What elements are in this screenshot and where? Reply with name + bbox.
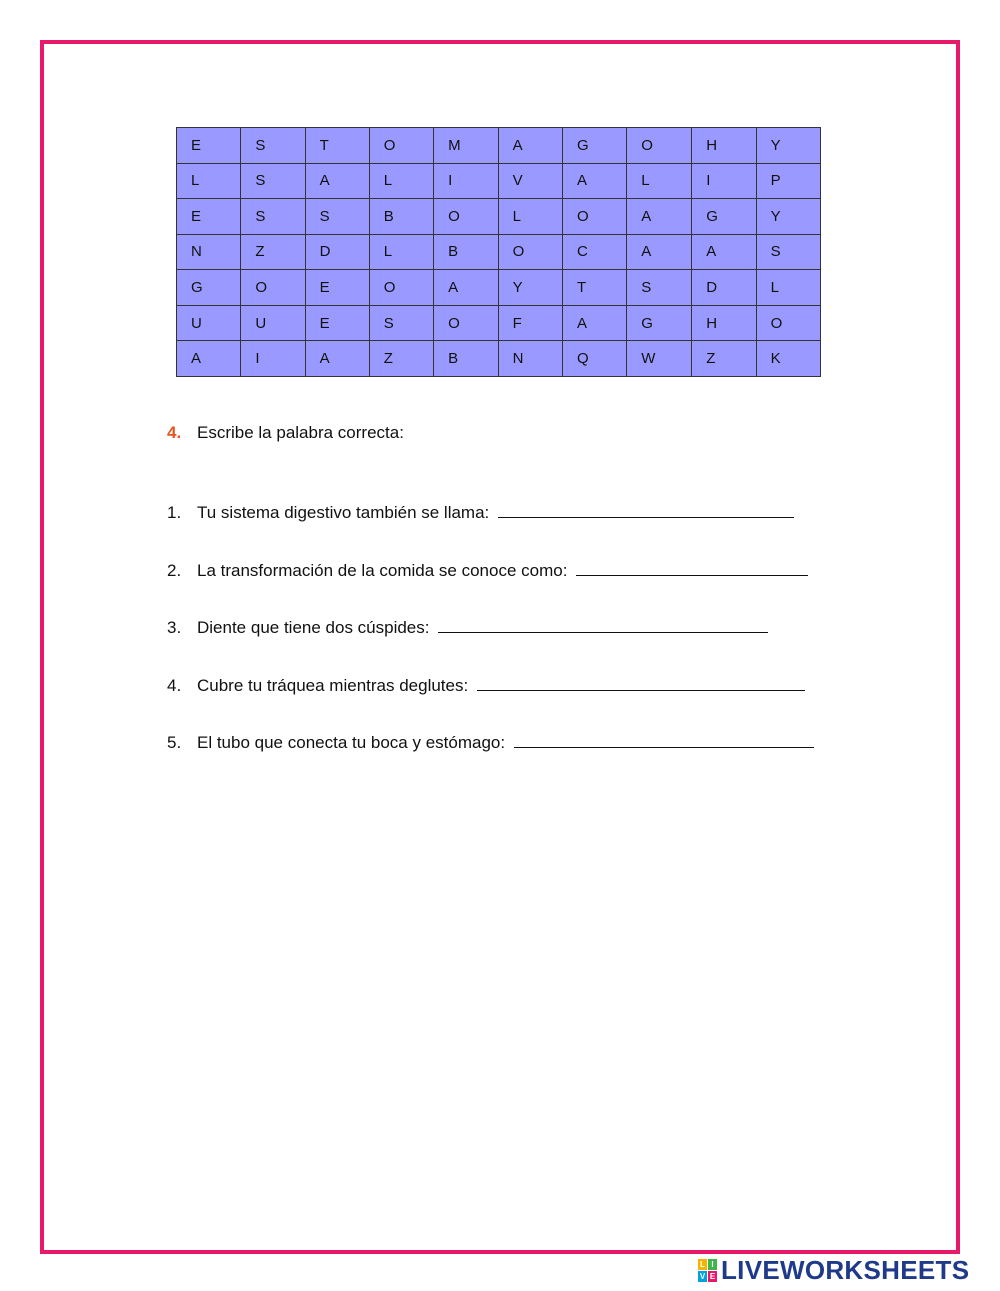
- section-heading: [167, 423, 404, 443]
- grid-cell[interactable]: S: [305, 199, 369, 235]
- question-list: [167, 503, 814, 791]
- logo-mark-letter: L: [698, 1259, 707, 1270]
- question-number: 2.: [167, 560, 182, 580]
- grid-cell[interactable]: O: [241, 270, 305, 306]
- grid-cell[interactable]: I: [692, 163, 756, 199]
- grid-cell[interactable]: Y: [756, 128, 820, 164]
- grid-cell[interactable]: S: [241, 199, 305, 235]
- answer-blank[interactable]: [438, 618, 768, 633]
- section-number: 4.: [167, 423, 182, 442]
- grid-cell[interactable]: K: [756, 341, 820, 377]
- grid-cell[interactable]: I: [241, 341, 305, 377]
- grid-cell[interactable]: A: [498, 128, 562, 164]
- logo-mark-letter: E: [709, 1271, 716, 1281]
- logo-mark-icon: [698, 1259, 717, 1282]
- grid-cell[interactable]: M: [434, 128, 499, 164]
- answer-blank[interactable]: [477, 676, 805, 691]
- grid-cell[interactable]: A: [305, 163, 369, 199]
- grid-cell[interactable]: C: [562, 234, 626, 270]
- grid-cell[interactable]: V: [498, 163, 562, 199]
- grid-cell[interactable]: E: [177, 199, 241, 235]
- grid-row: [177, 128, 821, 164]
- grid-cell[interactable]: L: [756, 270, 820, 306]
- liveworksheets-logo[interactable]: [698, 1254, 970, 1285]
- grid-cell[interactable]: A: [562, 305, 626, 341]
- grid-cell[interactable]: O: [369, 128, 433, 164]
- question-item: [167, 733, 814, 791]
- grid-cell[interactable]: S: [241, 163, 305, 199]
- grid-cell[interactable]: B: [369, 199, 433, 235]
- grid-cell[interactable]: T: [305, 128, 369, 164]
- grid-cell[interactable]: I: [434, 163, 499, 199]
- grid-row: [177, 199, 821, 235]
- grid-row: [177, 270, 821, 306]
- grid-cell[interactable]: P: [756, 163, 820, 199]
- grid-cell[interactable]: H: [692, 305, 756, 341]
- grid-cell[interactable]: O: [627, 128, 692, 164]
- grid-cell[interactable]: T: [562, 270, 626, 306]
- question-number: 5.: [167, 733, 182, 752]
- grid-cell[interactable]: Z: [241, 234, 305, 270]
- grid-cell[interactable]: S: [369, 305, 433, 341]
- question-text: El tubo que conecta tu boca y estómago:: [197, 733, 506, 752]
- question-number: 3.: [167, 618, 182, 637]
- grid-cell[interactable]: G: [627, 305, 692, 341]
- grid-cell[interactable]: D: [305, 234, 369, 270]
- grid-cell[interactable]: A: [692, 234, 756, 270]
- grid-cell[interactable]: L: [627, 163, 692, 199]
- grid-cell[interactable]: S: [241, 128, 305, 164]
- grid-cell[interactable]: L: [369, 163, 433, 199]
- grid-cell[interactable]: U: [177, 305, 241, 341]
- grid-cell[interactable]: Y: [498, 270, 562, 306]
- grid-cell[interactable]: L: [177, 163, 241, 199]
- grid-cell[interactable]: O: [369, 270, 433, 306]
- question-text: Tu sistema digestivo también se llama:: [197, 503, 490, 522]
- section-title: Escribe la palabra correcta:: [197, 423, 404, 442]
- grid-cell[interactable]: H: [692, 128, 756, 164]
- logo-mark-letter: I: [708, 1259, 717, 1270]
- grid-cell[interactable]: E: [305, 305, 369, 341]
- grid-row: [177, 234, 821, 270]
- grid-cell[interactable]: Z: [692, 341, 756, 377]
- grid-cell[interactable]: G: [692, 199, 756, 235]
- question-item: [167, 618, 814, 676]
- grid-cell[interactable]: B: [434, 341, 499, 377]
- grid-cell[interactable]: E: [177, 128, 241, 164]
- grid-cell[interactable]: N: [498, 341, 562, 377]
- grid-cell[interactable]: O: [562, 199, 626, 235]
- grid-cell[interactable]: A: [434, 270, 499, 306]
- grid-cell[interactable]: D: [692, 270, 756, 306]
- answer-blank[interactable]: [514, 733, 814, 748]
- grid-cell[interactable]: L: [498, 199, 562, 235]
- question-item: [167, 676, 814, 734]
- grid-cell[interactable]: L: [369, 234, 433, 270]
- grid-cell[interactable]: G: [562, 128, 626, 164]
- answer-blank[interactable]: [576, 561, 808, 576]
- grid-cell[interactable]: G: [177, 270, 241, 306]
- grid-cell[interactable]: O: [756, 305, 820, 341]
- grid-cell[interactable]: O: [434, 199, 499, 235]
- answer-blank[interactable]: [498, 503, 794, 518]
- grid-cell[interactable]: U: [241, 305, 305, 341]
- grid-cell[interactable]: A: [627, 199, 692, 235]
- question-text: La transformación de la comida se conoce como:: [197, 560, 568, 580]
- grid-cell[interactable]: Y: [756, 199, 820, 235]
- grid-cell[interactable]: S: [627, 270, 692, 306]
- grid-cell[interactable]: A: [177, 341, 241, 377]
- grid-cell[interactable]: Q: [562, 341, 626, 377]
- question-item: [167, 561, 814, 619]
- grid-cell[interactable]: F: [498, 305, 562, 341]
- grid-cell[interactable]: A: [627, 234, 692, 270]
- grid-cell[interactable]: A: [305, 341, 369, 377]
- question-text: Cubre tu tráquea mientras deglutes:: [197, 675, 469, 695]
- grid-cell[interactable]: B: [434, 234, 499, 270]
- question-number: 1.: [167, 503, 182, 522]
- grid-cell[interactable]: A: [562, 163, 626, 199]
- grid-cell[interactable]: W: [627, 341, 692, 377]
- grid-row: [177, 305, 821, 341]
- grid-row: [177, 341, 821, 377]
- question-text: Diente que tiene dos cúspides:: [197, 618, 430, 637]
- grid-cell[interactable]: N: [177, 234, 241, 270]
- grid-cell[interactable]: S: [756, 234, 820, 270]
- logo-mark-letter: V: [699, 1271, 706, 1281]
- question-number: 4.: [167, 675, 182, 695]
- logo-text: LIVEWORKSHEETS: [721, 1254, 970, 1285]
- question-item: [167, 503, 814, 561]
- grid-cell[interactable]: O: [434, 305, 499, 341]
- grid-row: [177, 163, 821, 199]
- grid-cell[interactable]: Z: [369, 341, 433, 377]
- word-search-grid: [176, 127, 821, 377]
- grid-cell[interactable]: O: [498, 234, 562, 270]
- grid-cell[interactable]: E: [305, 270, 369, 306]
